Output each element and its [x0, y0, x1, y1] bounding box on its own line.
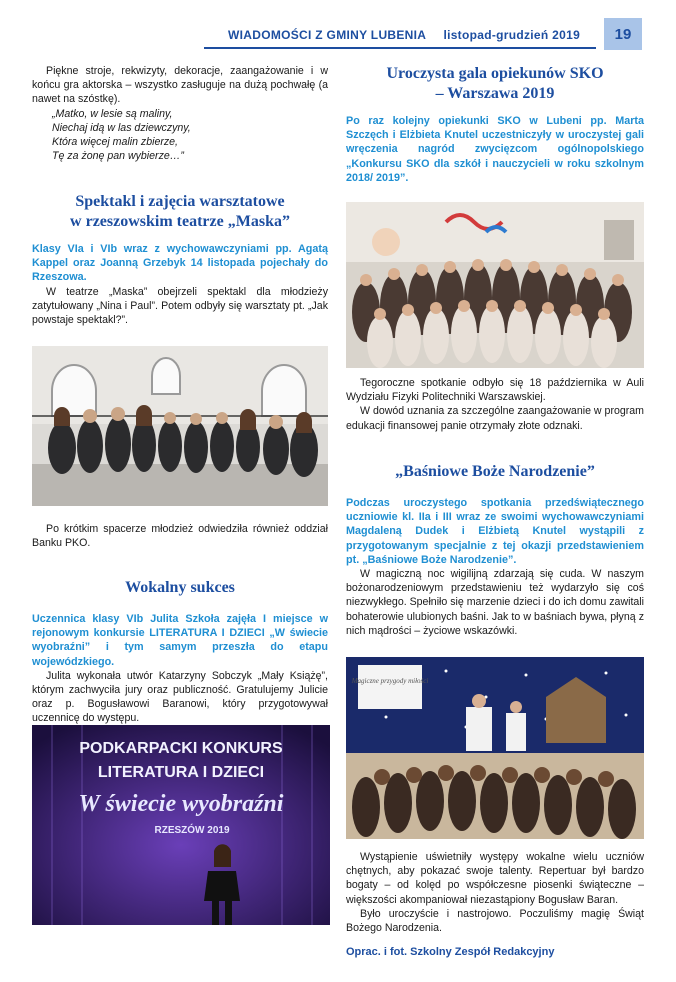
theatre-workshop-photo — [32, 346, 328, 506]
sko-gala-photo — [346, 202, 644, 368]
vocal-lead: Uczennica klasy VIb Julita Szkoła zajęła I miejsce w rejonowym konkursie LITERATURA I DZIECI „W świecie wyobraźni” i tym samym przeszła do etapu wojewódzkiego. — [32, 613, 328, 668]
christmas-title: „Baśniowe Boże Narodzenie” — [395, 463, 595, 480]
christmas-show-photo — [346, 657, 644, 839]
theatre-title-line1: Spektakl i zajęcia warsztatowe — [75, 193, 285, 210]
christmas-after-paragraph2: Było uroczyście i nastrojowo. Poczuliśmy magię Świąt Bożego Narodzenia. — [346, 907, 644, 935]
contest-photo — [32, 725, 330, 925]
theatre-after — [32, 522, 328, 550]
theatre-lead: Klasy VIa i VIb wraz z wychowawczyniami pp. Agatą Kappel oraz Joanną Grzebyk 14 listopada pojechały do Rzeszowa. — [32, 243, 328, 284]
theatre-title-line2: w rzeszowskim teatrze „Maska” — [70, 213, 290, 230]
christmas-after-paragraph1: Wystąpienie uświetniły występy wokalne wielu uczniów chętnych, aby pokazać swoje talenty. Repertuar był bardzo bogaty – od kolęd po współczesne piosenki świąteczne – większości akompaniował niezastąpiony Bogusław Baran. — [346, 851, 644, 906]
christmas-article — [346, 462, 644, 638]
newsletter-title: WIADOMOŚCI Z GMINY LUBENIA — [228, 28, 426, 42]
banner-line2: LITERATURA I DZIECI — [97, 764, 265, 781]
banner-line4: RZESZÓW 2019 — [154, 825, 230, 836]
header-rule — [204, 47, 596, 49]
intro-paragraph: Piękne stroje, rekwizyty, dekoracje, zaangażowanie i w końcu gra aktorska – wszystko zasługuje na dużą pochwałę (a nawet na szóstkę). — [32, 65, 328, 106]
issue-date: listopad-grudzień 2019 — [443, 28, 581, 42]
sko-body-paragraph2: W dowód uznania za szczególne zaangażowanie w program edukacji finansowej panie otrzymały złote odznaki. — [346, 405, 644, 432]
left-column-top — [32, 64, 328, 163]
photo-credit: Oprac. i fot. Szkolny Zespół Redakcyjny — [346, 946, 555, 959]
vocal-title: Wokalny sukces — [125, 579, 235, 596]
poem-line: Niechaj idą w las dziewczyny, — [52, 121, 191, 134]
running-header — [228, 28, 598, 42]
poem-line: Która więcej malin zbierze, — [52, 135, 178, 148]
page-number: 19 — [604, 18, 642, 50]
banner-line3: W świecie wyobraźni — [78, 791, 284, 817]
christmas-lead: Podczas uroczystego spotkania przedświątecznego uczniowie kl. IIa i III wraz ze swoimi wychowawczyniami Magdaleną Dudek i Elżbietą Knutel wystąpili z przygotowanym specjalnie z tej okazji przedstawieniem pt. „Baśniowe Boże Narodzenie”. — [346, 497, 644, 566]
vocal-body: Julita wykonała utwór Katarzyny Sobczyk „Mały Książę”, którym zachwyciła jury oraz publiczność. Gratulujemy Julicie oraz p. Bogusławowi Baranowi, który przygotowywał uczennicę do występu. — [32, 669, 328, 725]
theatre-body: W teatrze „Maska” obejrzeli spektakl dla młodzieży zatytułowany „Nina i Paul”. Potem odbyły się warsztaty pt. „Jak powstaje spektakl?”. — [32, 285, 328, 327]
sko-body — [346, 376, 644, 433]
sko-title-line1: Uroczysta gala opiekunów SKO — [386, 65, 604, 82]
theatre-article — [32, 192, 328, 327]
sko-body-paragraph1: Tegoroczne spotkanie odbyło się 18 października w Auli Wydziału Fizyki Politechniki Warszawskiej. — [346, 377, 644, 404]
poem-line: „Matko, w lesie są maliny, — [52, 107, 173, 120]
sko-lead: Po raz kolejny opiekunki SKO w Lubeni pp. Marta Szczęch i Elżbieta Knutel uczestniczyły w uroczystej gali wręczenia nagród zwycięzcom ogólnopolskiego „Konkursu SKO dla szkół i nauczycieli w roku szkolnym 2018/ 2019”. — [346, 115, 644, 184]
sko-title-line2: – Warszawa 2019 — [435, 85, 555, 102]
stage-sign: Magiczne przygody miłości — [351, 677, 429, 685]
christmas-body: W magiczną noc wigilijną zdarzają się cuda. W naszym bożonarodzeniowym przedstawieniu też wydarzyło się coś niezwykłego. Spełniło się marzenie dzieci i do ich domu zawitali bohaterowie ulubionych baśni. Jak to w baśniach bywa, płyną z nich mądrości – życiowe wskazówki. — [346, 568, 644, 637]
poem-line: Tę za żonę pan wybierze…” — [52, 149, 184, 162]
banner-line1: PODKARPACKI KONKURS — [79, 740, 283, 757]
sko-article — [346, 64, 644, 185]
christmas-after — [346, 850, 644, 959]
vocal-article — [32, 578, 328, 726]
theatre-after-paragraph: Po krótkim spacerze młodzież odwiedziła również oddział Banku PKO. — [32, 523, 328, 550]
poem — [52, 107, 328, 163]
